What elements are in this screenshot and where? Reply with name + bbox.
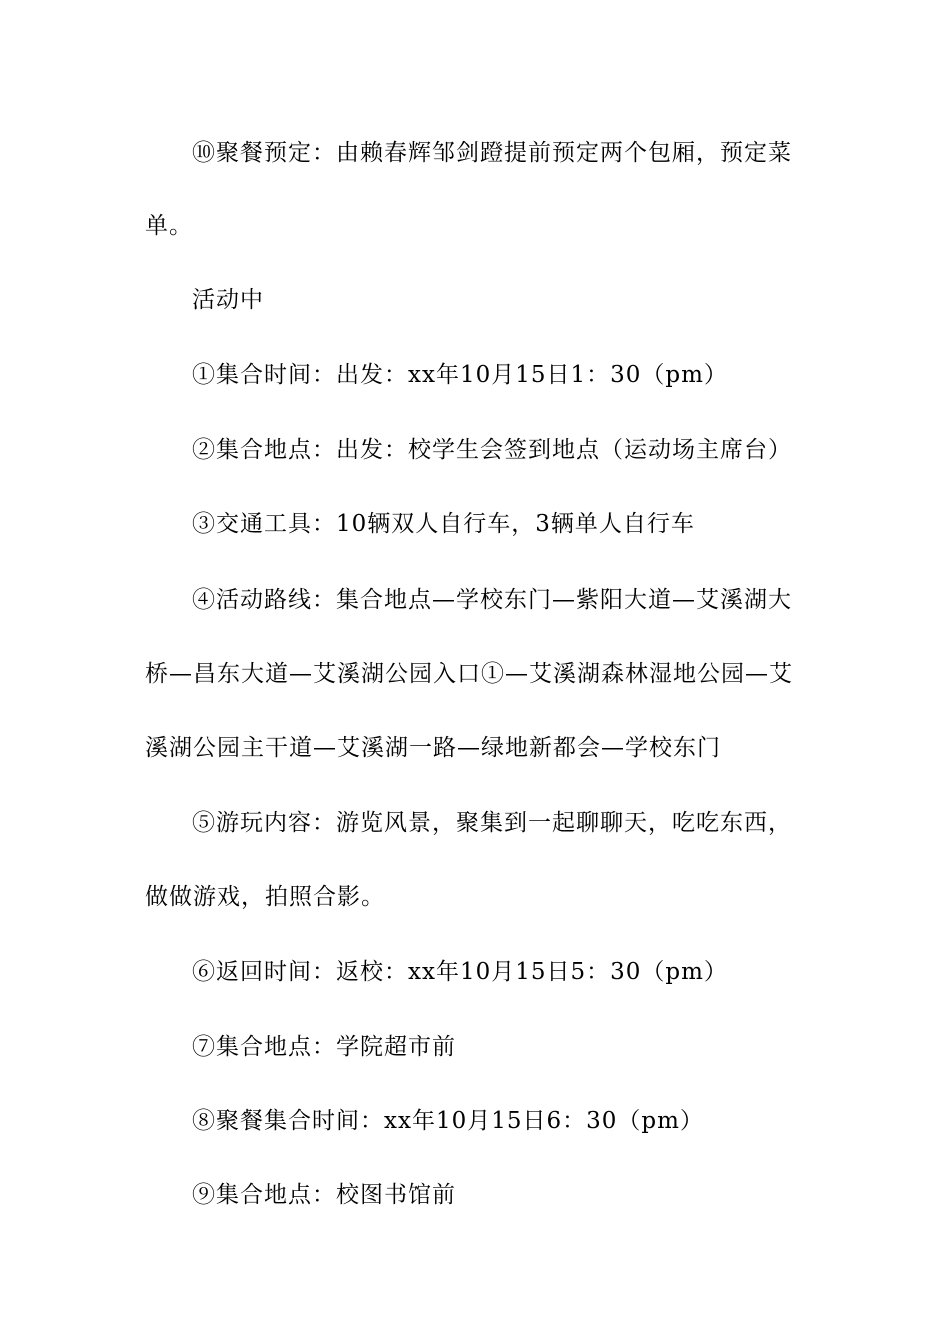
paragraph-line: ③交通工具：10辆双人自行车，3辆单人自行车 <box>192 511 695 537</box>
paragraph-line: 桥—昌东大道—艾溪湖公园入口①—艾溪湖森林湿地公园—艾 <box>145 661 793 687</box>
section-heading: 活动中 <box>192 287 264 313</box>
paragraph-line: ②集合地点：出发：校学生会签到地点（运动场主席台） <box>192 437 792 463</box>
paragraph-line: ⑤游玩内容：游览风景，聚集到一起聊聊天，吃吃东西， <box>192 810 792 836</box>
paragraph-line: ⑥返回时间：返校：xx年10月15日5：30（pm） <box>192 959 728 985</box>
paragraph-line: ④活动路线：集合地点—学校东门—紫阳大道—艾溪湖大 <box>192 587 792 613</box>
paragraph-line: ⑦集合地点：学院超市前 <box>192 1034 456 1060</box>
paragraph-line: ⑩聚餐预定：由赖春辉邹剑蹬提前预定两个包厢，预定菜 <box>192 140 792 166</box>
paragraph-line: 单。 <box>145 213 193 239</box>
paragraph-line: ⑨集合地点：校图书馆前 <box>192 1182 456 1208</box>
paragraph-line: ⑧聚餐集合时间：xx年10月15日6：30（pm） <box>192 1108 704 1134</box>
paragraph-line: ①集合时间：出发：xx年10月15日1：30（pm） <box>192 362 728 388</box>
paragraph-line: 做做游戏，拍照合影。 <box>145 884 385 910</box>
paragraph-line: 溪湖公园主干道—艾溪湖一路—绿地新都会—学校东门 <box>145 735 721 761</box>
